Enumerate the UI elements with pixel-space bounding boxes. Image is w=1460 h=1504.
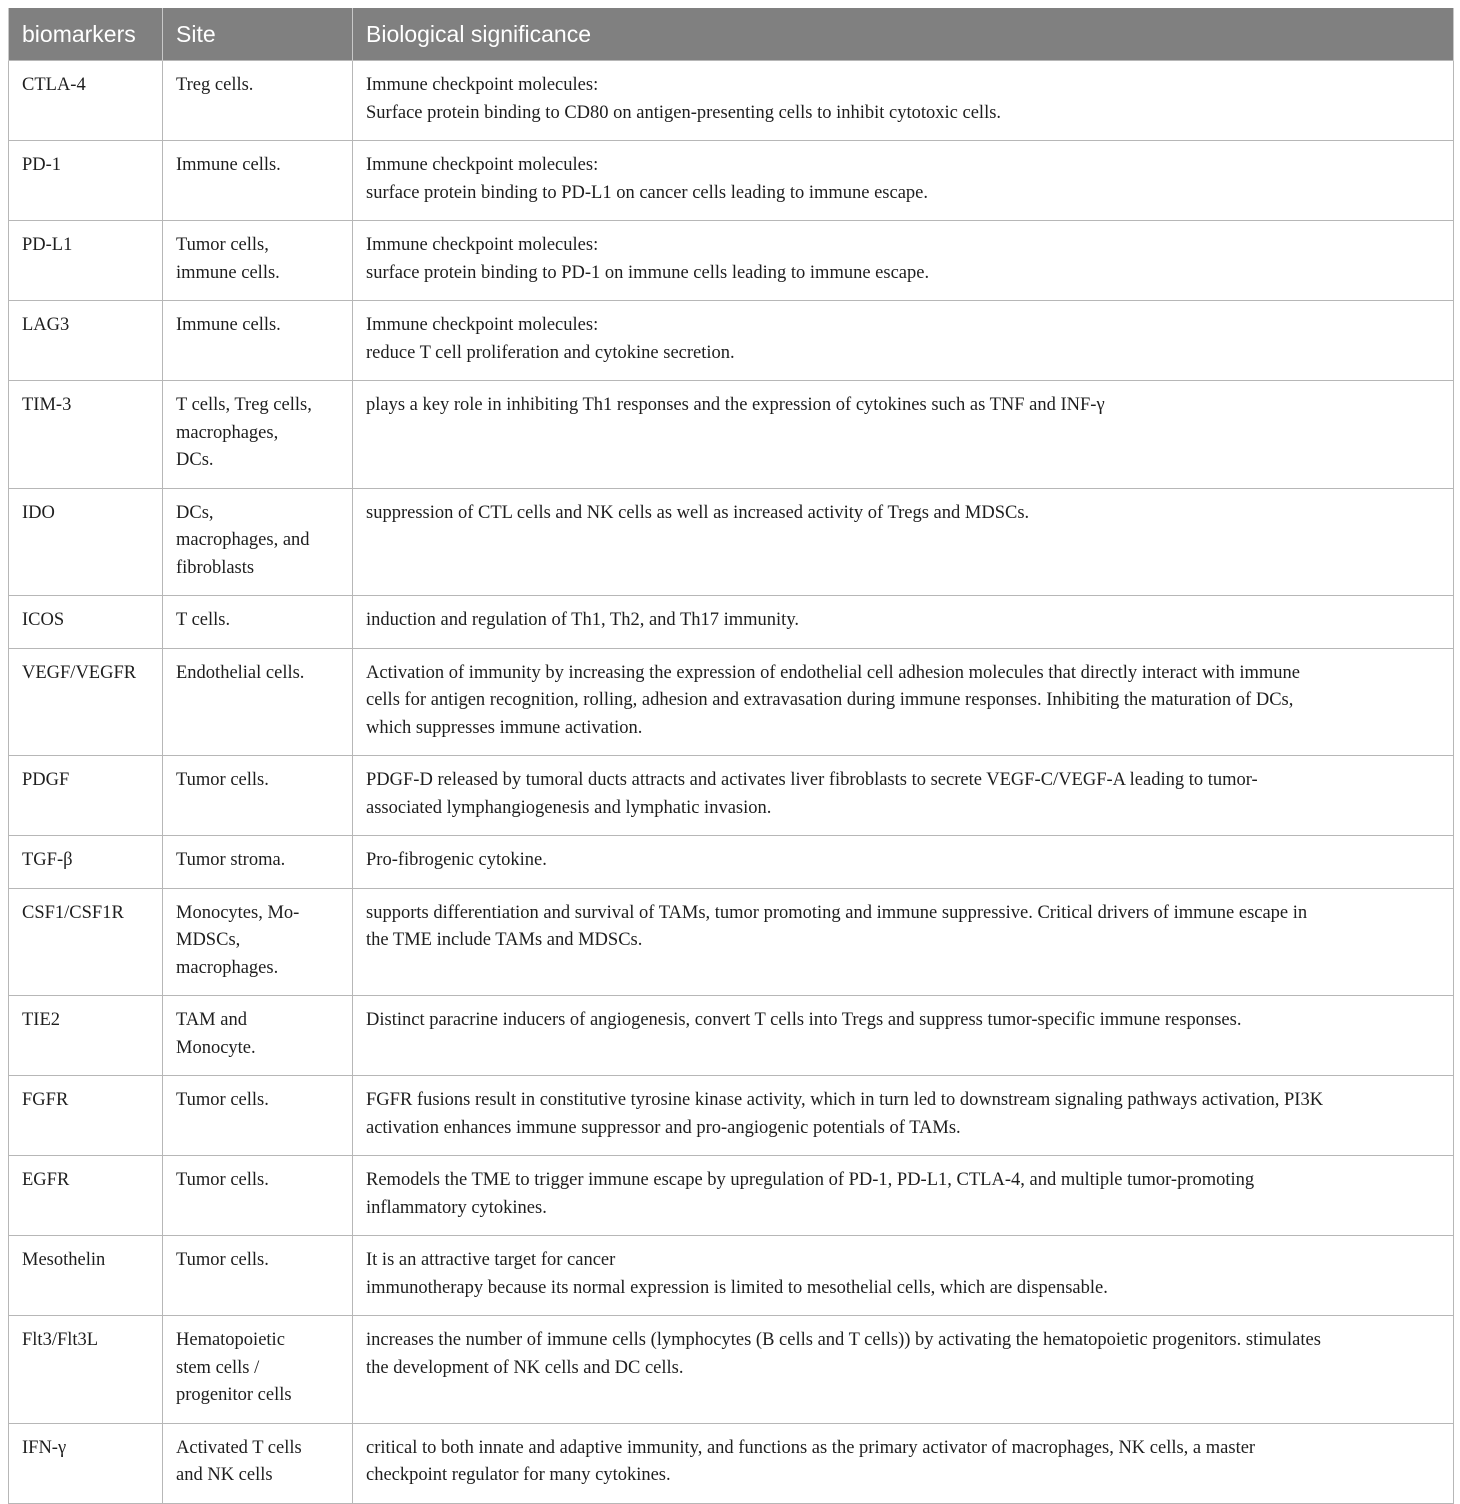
biomarker-cell: CTLA-4 xyxy=(9,61,163,141)
site-cell: Tumor cells. xyxy=(163,1076,353,1156)
site-cell: Tumor cells, immune cells. xyxy=(163,221,353,301)
biomarker-cell: VEGF/VEGFR xyxy=(9,648,163,756)
table-row xyxy=(9,596,1454,649)
table-row xyxy=(9,1236,1454,1316)
biomarker-cell: TGF-β xyxy=(9,836,163,889)
column-header-biological-significance: Biological significance xyxy=(353,8,1454,61)
site-cell: T cells, Treg cells, macrophages, DCs. xyxy=(163,381,353,489)
biomarker-cell: Mesothelin xyxy=(9,1236,163,1316)
biomarker-cell: TIE2 xyxy=(9,996,163,1076)
biomarker-cell: FGFR xyxy=(9,1076,163,1156)
biomarkers-table-container xyxy=(8,8,1453,1504)
table-row xyxy=(9,1156,1454,1236)
biomarker-cell: LAG3 xyxy=(9,301,163,381)
site-cell: Hematopoietic stem cells / progenitor cells xyxy=(163,1316,353,1424)
significance-cell: suppression of CTL cells and NK cells as well as increased activity of Tregs and MDSCs. xyxy=(353,488,1454,596)
biomarker-cell: PD-L1 xyxy=(9,221,163,301)
table-row xyxy=(9,301,1454,381)
significance-cell: Distinct paracrine inducers of angiogenesis, convert T cells into Tregs and suppress tumor-specific immune responses. xyxy=(353,996,1454,1076)
site-cell: Tumor stroma. xyxy=(163,836,353,889)
table-row xyxy=(9,381,1454,489)
biomarker-cell: Flt3/Flt3L xyxy=(9,1316,163,1424)
site-cell: Tumor cells. xyxy=(163,1156,353,1236)
significance-cell: Activation of immunity by increasing the expression of endothelial cell adhesion molecules that directly interact with immune cells for antigen recognition, rolling, adhesion and extravasation during immune responses. Inhibiting the maturation of DCs, which suppresses immune activation. xyxy=(353,648,1454,756)
column-header-biomarkers: biomarkers xyxy=(9,8,163,61)
site-cell: Tumor cells. xyxy=(163,1236,353,1316)
biomarker-cell: IDO xyxy=(9,488,163,596)
significance-cell: It is an attractive target for cancer immunotherapy because its normal expression is limited to mesothelial cells, which are dispensable. xyxy=(353,1236,1454,1316)
biomarker-cell: EGFR xyxy=(9,1156,163,1236)
table-header xyxy=(9,8,1454,61)
table-row xyxy=(9,1423,1454,1503)
site-cell: Immune cells. xyxy=(163,141,353,221)
site-cell: DCs, macrophages, and fibroblasts xyxy=(163,488,353,596)
significance-cell: Pro-fibrogenic cytokine. xyxy=(353,836,1454,889)
biomarker-cell: ICOS xyxy=(9,596,163,649)
site-cell: Activated T cells and NK cells xyxy=(163,1423,353,1503)
table-row xyxy=(9,221,1454,301)
significance-cell: supports differentiation and survival of TAMs, tumor promoting and immune suppressive. Critical drivers of immune escape in the TME include TAMs and MDSCs. xyxy=(353,888,1454,996)
table-row xyxy=(9,488,1454,596)
significance-cell: Immune checkpoint molecules: Surface protein binding to CD80 on antigen-presenting cells to inhibit cytotoxic cells. xyxy=(353,61,1454,141)
site-cell: Treg cells. xyxy=(163,61,353,141)
significance-cell: Immune checkpoint molecules: surface protein binding to PD-1 on immune cells leading to immune escape. xyxy=(353,221,1454,301)
significance-cell: plays a key role in inhibiting Th1 responses and the expression of cytokines such as TNF and INF-γ xyxy=(353,381,1454,489)
table-row xyxy=(9,756,1454,836)
site-cell: Tumor cells. xyxy=(163,756,353,836)
significance-cell: Immune checkpoint molecules: reduce T cell proliferation and cytokine secretion. xyxy=(353,301,1454,381)
biomarker-cell: TIM-3 xyxy=(9,381,163,489)
table-row xyxy=(9,141,1454,221)
biomarker-cell: IFN-γ xyxy=(9,1423,163,1503)
table-row xyxy=(9,648,1454,756)
table-row xyxy=(9,888,1454,996)
table-row xyxy=(9,836,1454,889)
site-cell: TAM and Monocyte. xyxy=(163,996,353,1076)
significance-cell: critical to both innate and adaptive immunity, and functions as the primary activator of macrophages, NK cells, a master checkpoint regulator for many cytokines. xyxy=(353,1423,1454,1503)
table-row xyxy=(9,996,1454,1076)
significance-cell: Remodels the TME to trigger immune escape by upregulation of PD-1, PD-L1, CTLA-4, and multiple tumor-promoting inflammatory cytokines. xyxy=(353,1156,1454,1236)
significance-cell: induction and regulation of Th1, Th2, and Th17 immunity. xyxy=(353,596,1454,649)
biomarker-cell: CSF1/CSF1R xyxy=(9,888,163,996)
table-body xyxy=(9,61,1454,1504)
table-row xyxy=(9,1076,1454,1156)
site-cell: Monocytes, Mo- MDSCs, macrophages. xyxy=(163,888,353,996)
biomarker-cell: PD-1 xyxy=(9,141,163,221)
biomarker-cell: PDGF xyxy=(9,756,163,836)
significance-cell: PDGF-D released by tumoral ducts attracts and activates liver fibroblasts to secrete VEGF-C/VEGF-A leading to tumor- associated lymphangiogenesis and lymphatic invasion. xyxy=(353,756,1454,836)
site-cell: Endothelial cells. xyxy=(163,648,353,756)
column-header-site: Site xyxy=(163,8,353,61)
significance-cell: increases the number of immune cells (lymphocytes (B cells and T cells)) by activating the hematopoietic progenitors. stimulates the development of NK cells and DC cells. xyxy=(353,1316,1454,1424)
table-row xyxy=(9,1316,1454,1424)
header-row xyxy=(9,8,1454,61)
significance-cell: Immune checkpoint molecules: surface protein binding to PD-L1 on cancer cells leading to immune escape. xyxy=(353,141,1454,221)
site-cell: Immune cells. xyxy=(163,301,353,381)
biomarkers-table xyxy=(8,8,1454,1504)
site-cell: T cells. xyxy=(163,596,353,649)
significance-cell: FGFR fusions result in constitutive tyrosine kinase activity, which in turn led to downstream signaling pathways activation, PI3K activation enhances immune suppressor and pro-angiogenic potentials of TAMs. xyxy=(353,1076,1454,1156)
table-row xyxy=(9,61,1454,141)
